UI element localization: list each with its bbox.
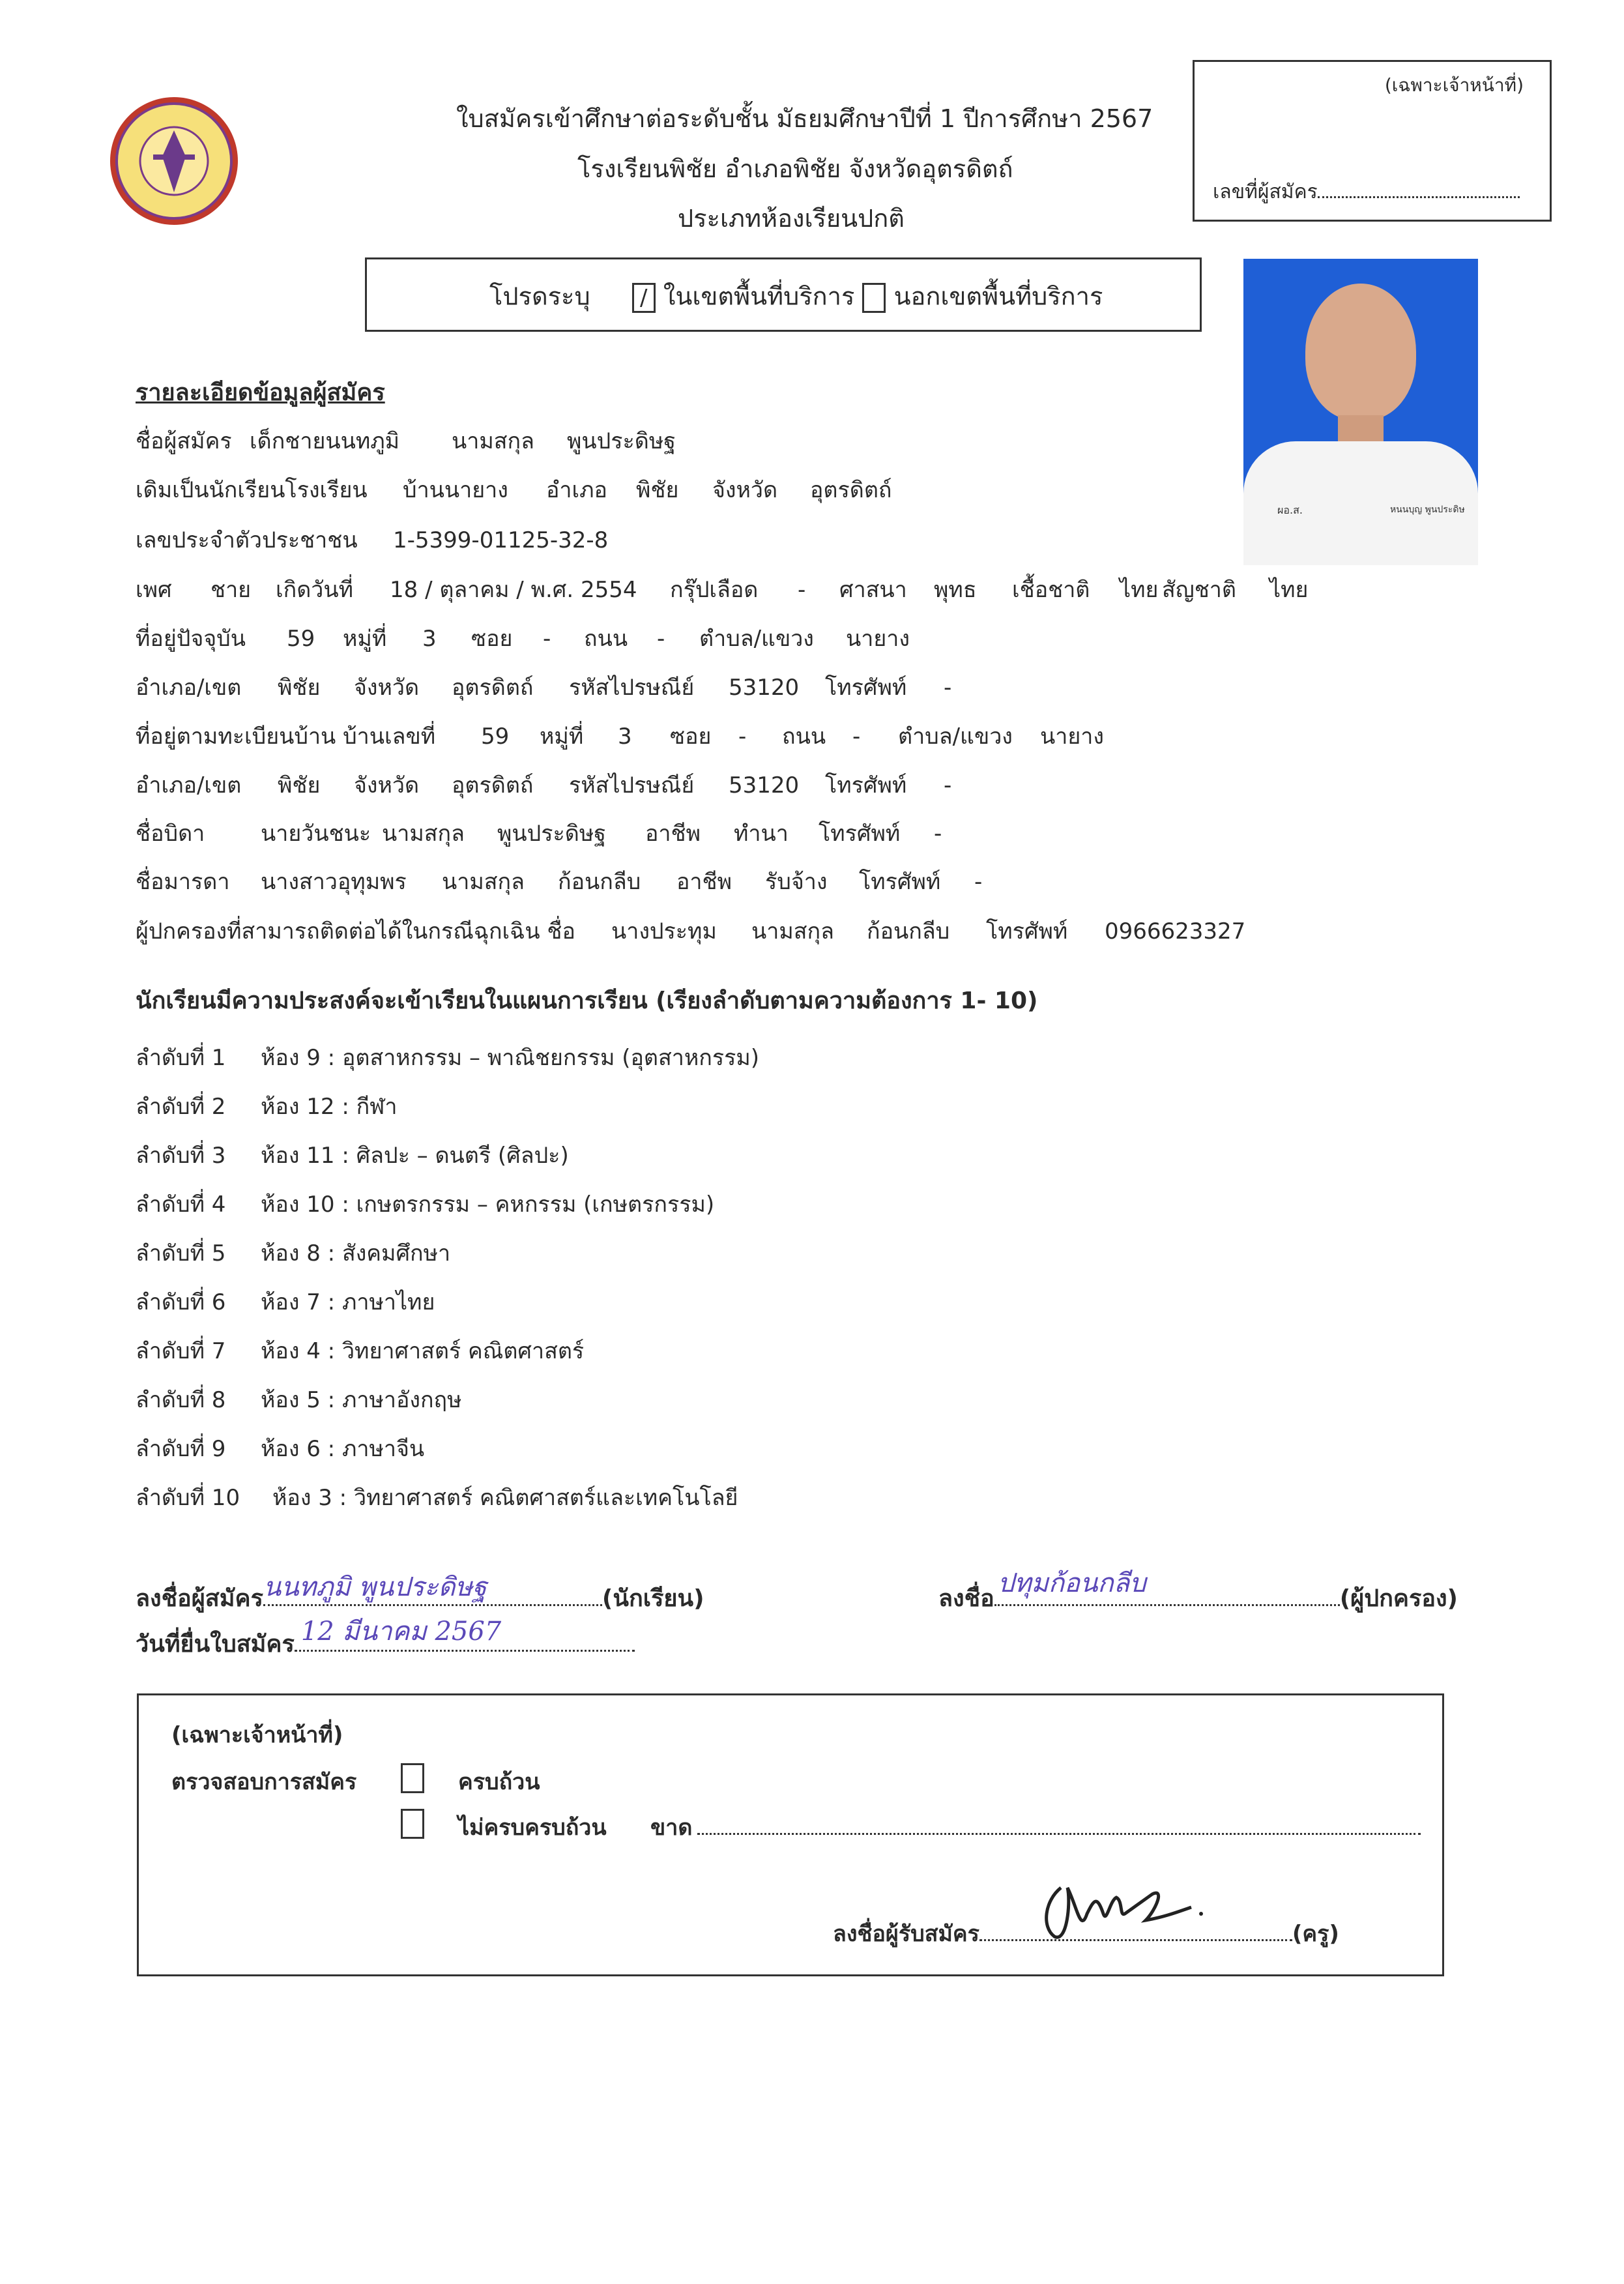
school-line: โรงเรียนพิชัย อำเภอพิชัย จังหวัดอุตรดิตถ์ <box>577 154 1013 183</box>
form-title: ใบสมัครเข้าศึกษาต่อระดับชั้น มัธยมศึกษาปีที่ 1 ปีการศึกษา 2567 <box>456 104 1153 133</box>
class-type: ประเภทห้องเรียนปกติ <box>678 204 905 233</box>
plan-choice: ห้อง 10 : เกษตรกรรม – คหกรรม (เกษตรกรรม) <box>261 1192 715 1218</box>
plan-rank: ลำดับที่ 7 <box>136 1338 226 1364</box>
out-area-checkbox[interactable] <box>862 283 886 313</box>
check-label: ตรวจสอบการสมัคร <box>171 1769 357 1795</box>
office-use-box <box>1193 60 1552 222</box>
receiver-signature-mark <box>1041 1862 1211 1946</box>
applicant-signature-row: ลงชื่อผู้สมัคร นนทภูมิ พูนประดิษฐ (นักเรียน) <box>136 1572 704 1612</box>
plan-choice: ห้อง 11 : ศิลปะ – ดนตรี (ศิลปะ) <box>261 1143 569 1169</box>
school-seal-logo <box>104 95 244 228</box>
receiver-signature-row: ลงชื่อผู้รับสมัคร (ครู) <box>833 1917 1339 1945</box>
area-prompt: โปรดระบุ <box>489 282 590 311</box>
plan-rank: ลำดับที่ 9 <box>136 1436 226 1462</box>
plan-choice: ห้อง 12 : กีฬา <box>261 1094 398 1120</box>
plan-rank: ลำดับที่ 3 <box>136 1143 226 1169</box>
staff-title: (เฉพาะเจ้าหน้าที่) <box>171 1722 343 1748</box>
plan-choice: ห้อง 4 : วิทยาศาสตร์ คณิตศาสตร์ <box>261 1338 585 1364</box>
office-label: (เฉพาะเจ้าหน้าที่) <box>1384 74 1524 96</box>
plan-rank: ลำดับที่ 2 <box>136 1094 226 1120</box>
out-area-label: นอกเขตพื้นที่บริการ <box>893 282 1103 311</box>
submit-date[interactable]: 12 มีนาคม 2567 <box>300 1617 502 1647</box>
missing-field[interactable]: ขาด <box>650 1817 1421 1839</box>
area-select-box <box>365 257 1202 332</box>
complete-checkbox[interactable] <box>401 1763 424 1793</box>
plan-rank: ลำดับที่ 5 <box>136 1240 226 1266</box>
plan-choice: ห้อง 9 : อุตสาหกรรม – พาณิชยกรรม (อุตสาหกรรม) <box>261 1045 760 1071</box>
plan-choice: ห้อง 6 : ภาษาจีน <box>261 1436 425 1462</box>
plan-choice: ห้อง 7 : ภาษาไทย <box>261 1289 435 1315</box>
in-area-label: ในเขตพื้นที่บริการ <box>663 282 855 311</box>
section-title: รายละเอียดข้อมูลผู้สมัคร <box>136 379 385 406</box>
plan-rank: ลำดับที่ 4 <box>136 1192 226 1218</box>
complete-label: ครบถ้วน <box>458 1769 540 1795</box>
plan-rank: ลำดับที่ 6 <box>136 1289 226 1315</box>
plan-title: นักเรียนมีความประสงค์จะเข้าเรียนในแผนการเรียน (เรียงลำดับตามความต้องการ 1- 10) <box>136 988 1038 1014</box>
applicant-signature[interactable]: นนทภูมิ พูนประดิษฐ <box>263 1572 487 1602</box>
plan-rank: ลำดับที่ 1 <box>136 1045 226 1071</box>
applicant-photo: ผอ.ส. หนนบุญ พูนประดิษ <box>1243 259 1478 565</box>
incomplete-checkbox[interactable] <box>401 1809 424 1839</box>
parent-signature[interactable]: ปทุมก้อนกลีบ <box>997 1568 1146 1598</box>
plan-rank: ลำดับที่ 8 <box>136 1387 226 1413</box>
plan-choice: ห้อง 3 : วิทยาศาสตร์ คณิตศาสตร์และเทคโนโลยี <box>272 1485 738 1511</box>
submit-date-row: วันที่ยื่นใบสมัคร 12 มีนาคม 2567 <box>136 1626 635 1656</box>
parent-signature-row: ลงชื่อ ปทุมก้อนกลีบ (ผู้ปกครอง) <box>938 1568 1458 1612</box>
staff-only-box <box>137 1693 1444 1976</box>
plan-choice: ห้อง 5 : ภาษาอังกฤษ <box>261 1387 462 1413</box>
applicant-no-field[interactable]: เลขที่ผู้สมัคร <box>1213 183 1520 202</box>
incomplete-label: ไม่ครบครบถ้วน <box>458 1815 607 1841</box>
in-area-checkbox[interactable]: / <box>632 283 656 313</box>
plan-rank: ลำดับที่ 10 <box>136 1485 240 1511</box>
plan-choice: ห้อง 8 : สังคมศึกษา <box>261 1240 451 1266</box>
